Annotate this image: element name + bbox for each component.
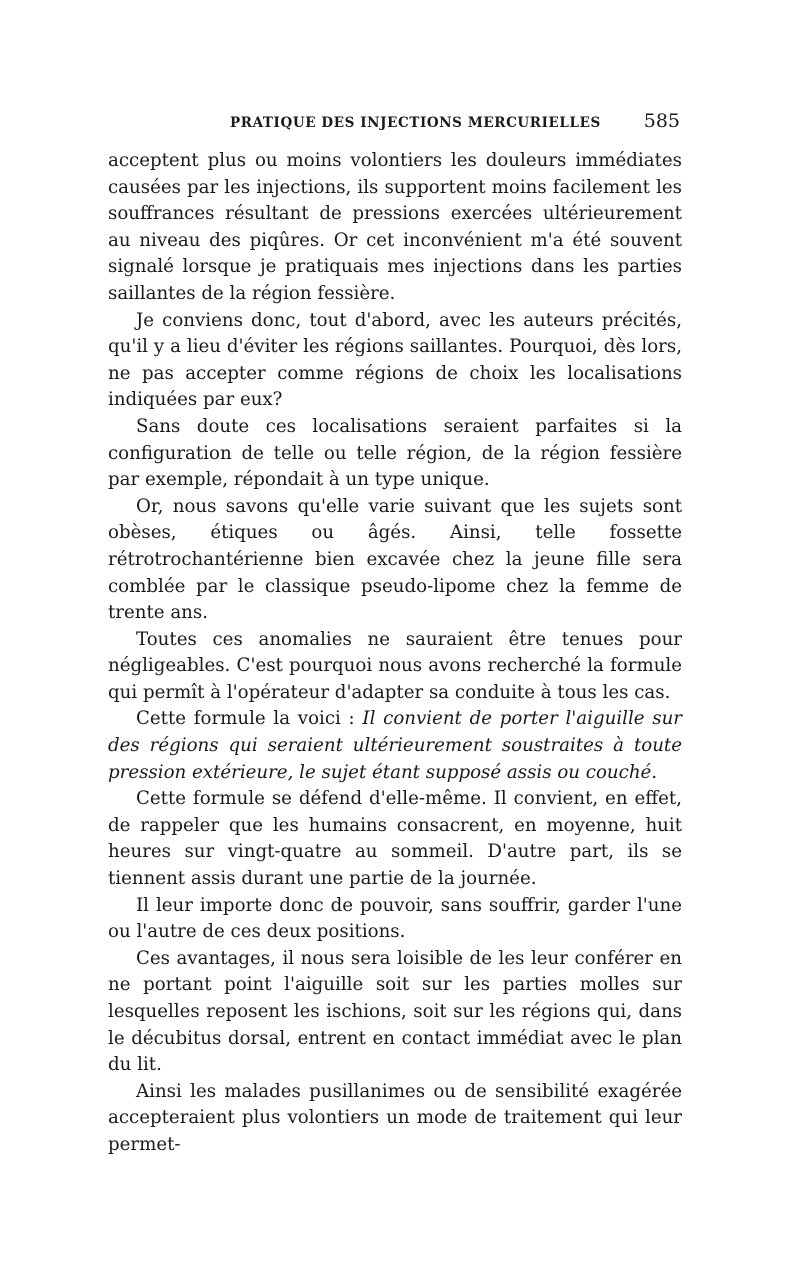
paragraph-2: Je conviens donc, tout d'abord, avec les auteurs précités, qu'il y a lieu d'éviter les régions saillantes. Pourquoi, dès lors, ne pas accepter comme régions de choix les localisations indiquées par eux?	[108, 309, 682, 411]
page-header	[108, 110, 682, 136]
paragraph-9: Ces avantages, il nous sera loisible de les leur conférer en ne portant point l'aiguille soit sur les parties molles sur lesquelles reposent les ischions, soit sur les régions qui, dans le décubitus dorsal, entrent en contact immédiat avec le plan du lit.	[108, 947, 682, 1076]
running-head: PRATIQUE DES INJECTIONS MERCURIELLES	[230, 115, 601, 131]
paragraph-6-formula: Il convient de porter l'aiguille sur des régions qui seraient ultérieurement soustraites à toute pression extérieure, le sujet étant supposé assis ou couché.	[108, 708, 682, 783]
paragraph-5: Toutes ces anomalies ne sauraient être tenues pour négligeables. C'est pourquoi nous avons recherché la formule qui permît à l'opérateur d'adapter sa conduite à tous les cas.	[108, 628, 682, 703]
book-page	[108, 110, 682, 1159]
paragraph-4: Or, nous savons qu'elle varie suivant que les sujets sont obèses, étiques ou âgés. Ainsi, telle fossette rétrotrochantérienne bien excavée chez la jeune fille sera comblée par le classique pseudo-lipome chez la femme de trente ans.	[108, 495, 682, 624]
paragraph-10: Ainsi les malades pusillanimes ou de sensibilité exagérée accepteraient plus volontiers un mode de traitement qui leur permet-	[108, 1080, 682, 1155]
paragraph-6-lead: Cette formule la voici :	[136, 708, 363, 730]
paragraph-8: Il leur importe donc de pouvoir, sans souffrir, garder l'une ou l'autre de ces deux positions.	[108, 894, 682, 943]
paragraph-6	[108, 706, 682, 786]
paragraph-3: Sans doute ces localisations seraient parfaites si la configuration de telle ou telle région, de la région fessière par exemple, répondait à un type unique.	[108, 415, 682, 491]
page-number: 585	[643, 110, 680, 132]
paragraph-1: acceptent plus ou moins volontiers les douleurs immédiates causées par les injections, ils supportent moins facilement les souffrances résultant de pressions exercées ultérieurement au niveau des piqûres. Or cet inconvénient m'a été souvent signalé lorsque je pratiquais mes injections dans les parties saillantes de la région fessière.	[108, 150, 682, 304]
paragraph-7: Cette formule se défend d'elle-même. Il convient, en effet, de rappeler que les humains consacrent, en moyenne, huit heures sur vingt-quatre au sommeil. D'autre part, ils se tiennent assis durant une partie de la journée.	[108, 788, 682, 890]
